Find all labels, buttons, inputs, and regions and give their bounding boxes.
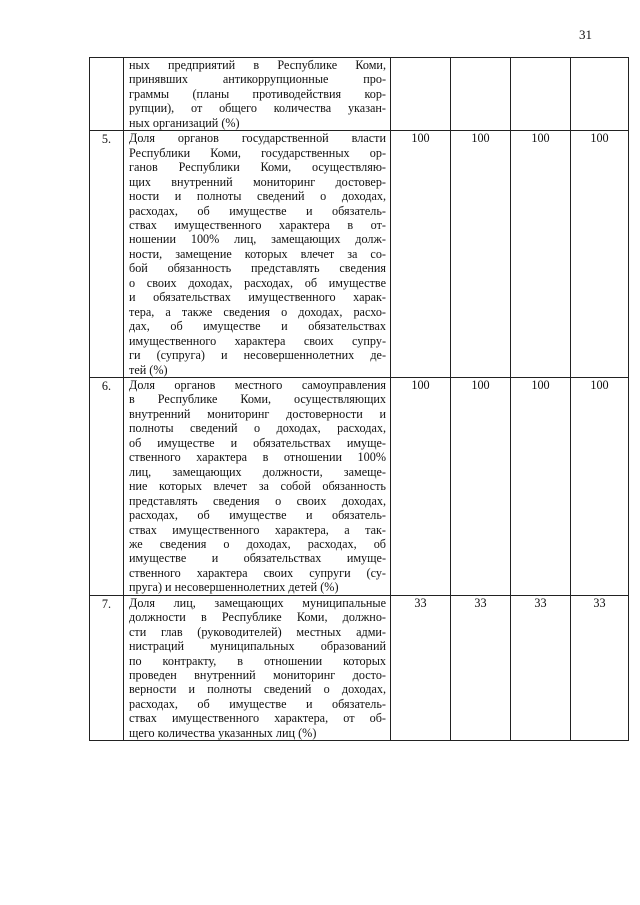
description-line: ности и полноты сведений о доходах,: [129, 189, 386, 204]
description-line: рупции), от общего количества указан-: [129, 101, 386, 116]
description-line: ние которых влечет за собой обязанность: [129, 479, 386, 494]
description-line: ных предприятий в Республике Коми,: [129, 58, 386, 72]
description-line: по контракту, в отношении которых: [129, 653, 386, 668]
row-number: 6.: [90, 377, 124, 595]
description-line: лиц, замещающих должности, замеще-: [129, 464, 386, 479]
value-cell-year-2: 100: [451, 131, 511, 378]
description-line: Республики Коми, государственных ор-: [129, 145, 386, 160]
value-cell-year-3: 33: [511, 595, 571, 741]
value-cell-year-4: 100: [571, 377, 629, 595]
description-line: принявших антикоррупционные про-: [129, 72, 386, 87]
description-line: Доля лиц, замещающих муниципальные: [129, 595, 386, 610]
value-cell-year-4: 33: [571, 595, 629, 741]
description-line: граммы (планы противодействия кор-: [129, 86, 386, 101]
description-line: полноты сведений о доходах, расходах,: [129, 421, 386, 436]
table-row: [90, 131, 629, 378]
description-line: дах, об имуществе и обязательствах: [129, 319, 386, 334]
description-line: ности, замещение которых влечет за со-: [129, 246, 386, 261]
indicator-description: [124, 595, 391, 741]
description-line: ных организаций (%): [129, 115, 240, 130]
description-line: ствах имущественного характера, от об-: [129, 711, 386, 726]
indicators-table: [89, 57, 629, 741]
value-cell-year-1: 100: [391, 377, 451, 595]
description-line: об имуществе и обязательствах имуще-: [129, 435, 386, 450]
description-line: расходах, об имуществе и обязатель-: [129, 696, 386, 711]
description-line: пруга) и несовершеннолетних детей (%): [129, 580, 339, 595]
value-cell-year-4: 100: [571, 131, 629, 378]
description-line: верности и полноты сведений о доходах,: [129, 682, 386, 697]
description-line: и обязательствах имущественного харак-: [129, 290, 386, 305]
indicator-description: [124, 58, 391, 131]
indicator-description: [124, 377, 391, 595]
description-line: щего количества указанных лиц (%): [129, 725, 317, 740]
value-cell-year-2: [451, 58, 511, 131]
description-line: ственного характера своих супруги (су-: [129, 565, 386, 580]
page-number: 31: [579, 27, 592, 42]
description-line: ганов Республики Коми, осуществляю-: [129, 160, 386, 175]
description-line: проведен внутренний мониторинг досто-: [129, 668, 386, 683]
description-line: же сведения о доходах, расходах, об: [129, 536, 386, 551]
description-line: о своих доходах, расходах, об имуществе: [129, 275, 386, 290]
table-body: [90, 58, 629, 741]
description-line: расходах, об имуществе и обязатель-: [129, 203, 386, 218]
description-line: Доля органов местного самоуправления: [129, 377, 386, 392]
description-line: щих внутренний мониторинг достовер-: [129, 174, 386, 189]
row-number: 7.: [90, 595, 124, 741]
description-line: тера, а также сведения о доходах, расхо-: [129, 304, 386, 319]
description-line: в Республике Коми, осуществляющих: [129, 392, 386, 407]
description-line: имущественного характера своих супру-: [129, 333, 386, 348]
description-line: тей (%): [129, 362, 168, 377]
value-cell-year-1: 100: [391, 131, 451, 378]
value-cell-year-1: [391, 58, 451, 131]
row-number: 5.: [90, 131, 124, 378]
description-line: бой обязанность представлять сведения: [129, 261, 386, 276]
description-line: Доля органов государственной власти: [129, 131, 386, 146]
value-cell-year-3: [511, 58, 571, 131]
value-cell-year-2: 100: [451, 377, 511, 595]
description-line: представлять сведения о своих доходах,: [129, 493, 386, 508]
description-line: ственного характера в отношении 100%: [129, 450, 386, 465]
value-cell-year-3: 100: [511, 377, 571, 595]
table-row: [90, 595, 629, 741]
value-cell-year-1: 33: [391, 595, 451, 741]
row-number: [90, 58, 124, 131]
description-line: ги (супруга) и несовершеннолетних де-: [129, 348, 386, 363]
description-line: имуществе и обязательствах имуще-: [129, 551, 386, 566]
value-cell-year-3: 100: [511, 131, 571, 378]
indicator-description: [124, 131, 391, 378]
table-row: [90, 58, 629, 131]
description-line: сти глав (руководителей) местных адми-: [129, 624, 386, 639]
description-line: ствах имущественного характера в от-: [129, 217, 386, 232]
table-row: [90, 377, 629, 595]
value-cell-year-4: [571, 58, 629, 131]
value-cell-year-2: 33: [451, 595, 511, 741]
description-line: должности в Республике Коми, должно-: [129, 610, 386, 625]
description-line: ношении 100% лиц, замещающих долж-: [129, 232, 386, 247]
description-line: нистраций муниципальных образований: [129, 639, 386, 654]
description-line: расходах, об имуществе и обязатель-: [129, 508, 386, 523]
description-line: внутренний мониторинг достоверности и: [129, 406, 386, 421]
description-line: ствах имущественного характера, а так-: [129, 522, 386, 537]
